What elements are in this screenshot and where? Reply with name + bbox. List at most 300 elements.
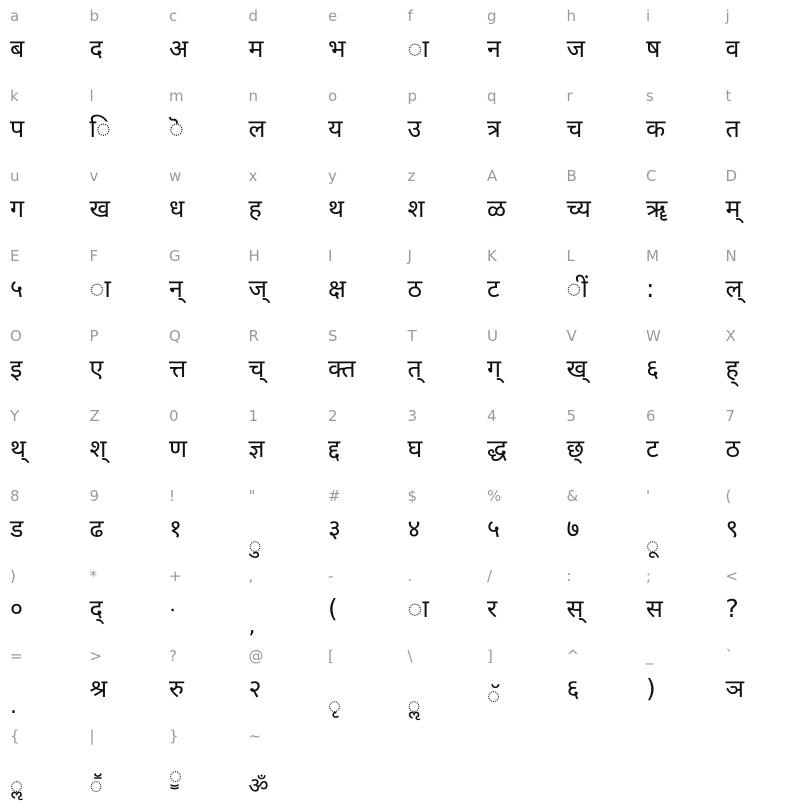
- char-cell[interactable]: [318, 326, 398, 406]
- char-cell[interactable]: [239, 406, 319, 486]
- char-cell[interactable]: [239, 86, 319, 166]
- char-cell[interactable]: [318, 486, 398, 566]
- char-cell[interactable]: [318, 406, 398, 486]
- char-key-label: [646, 726, 716, 748]
- char-cell[interactable]: [477, 86, 557, 166]
- char-cell[interactable]: [636, 646, 716, 726]
- char-key-label: *: [89, 567, 97, 585]
- char-glyph: ३: [328, 514, 342, 543]
- char-cell[interactable]: [318, 566, 398, 646]
- char-glyph: ट: [487, 274, 500, 303]
- char-cell[interactable]: [80, 726, 160, 806]
- char-key-label: ?: [169, 647, 177, 665]
- char-cell[interactable]: [159, 326, 239, 406]
- char-glyph: [328, 748, 398, 794]
- char-key-label: @: [248, 647, 264, 665]
- char-key-label: G: [169, 247, 181, 265]
- char-glyph: च्: [248, 354, 265, 383]
- char-key-label: /: [487, 567, 493, 585]
- char-cell[interactable]: [80, 86, 160, 166]
- char-key-label: 4: [487, 407, 497, 425]
- char-key-label: w: [169, 167, 182, 185]
- char-cell[interactable]: [398, 6, 478, 86]
- char-glyph: [567, 748, 637, 794]
- char-glyph: न्: [169, 274, 183, 303]
- char-key-label: x: [248, 167, 258, 185]
- char-key-label: t: [725, 87, 732, 105]
- char-cell[interactable]: [0, 486, 80, 566]
- char-row: [0, 166, 800, 246]
- char-key-label: ;: [646, 567, 652, 585]
- char-cell[interactable]: [557, 166, 637, 246]
- char-glyph: ?: [725, 594, 739, 623]
- char-key-label: J: [407, 247, 412, 265]
- char-glyph: ॅ: [487, 684, 501, 709]
- char-cell[interactable]: [80, 166, 160, 246]
- char-key-label: s: [646, 87, 654, 105]
- char-glyph: ग्: [487, 354, 502, 383]
- char-glyph: (: [328, 594, 338, 623]
- char-glyph: य: [328, 114, 343, 143]
- char-cell[interactable]: [477, 406, 557, 486]
- char-key-label: ]: [487, 647, 493, 665]
- char-key-label: :: [566, 567, 572, 585]
- char-cell[interactable]: [159, 166, 239, 246]
- char-cell[interactable]: [477, 326, 557, 406]
- char-cell[interactable]: [398, 166, 478, 246]
- char-glyph: च: [566, 114, 583, 143]
- char-key-label: H: [248, 247, 260, 265]
- char-cell[interactable]: [318, 86, 398, 166]
- char-key-label: m: [169, 87, 184, 105]
- char-glyph: ॗ: [169, 764, 183, 789]
- char-key-label: 2: [328, 407, 338, 425]
- char-glyph: द्द: [328, 434, 341, 463]
- char-glyph: न: [487, 34, 501, 63]
- char-key-label: >: [89, 647, 103, 665]
- char-key-label: Z: [89, 407, 100, 425]
- char-cell[interactable]: [80, 486, 160, 566]
- char-cell[interactable]: [398, 486, 478, 566]
- char-glyph: ढ: [89, 514, 104, 543]
- char-cell[interactable]: [716, 726, 796, 806]
- char-cell[interactable]: [477, 646, 557, 726]
- char-cell[interactable]: [716, 6, 796, 86]
- char-key-label: $: [407, 487, 418, 505]
- char-key-label: [726, 726, 796, 748]
- char-key-label: 6: [646, 407, 656, 425]
- char-key-label: |: [89, 727, 95, 745]
- char-key-label: V: [566, 327, 577, 345]
- char-cell[interactable]: [318, 726, 398, 806]
- char-cell[interactable]: [318, 646, 398, 726]
- char-glyph: ६: [646, 354, 660, 383]
- char-key-label: ': [646, 487, 651, 505]
- char-glyph: ल्: [725, 274, 743, 303]
- char-glyph: म: [248, 34, 264, 63]
- char-glyph: उ: [407, 114, 422, 143]
- char-glyph: ग: [10, 194, 25, 223]
- char-glyph: प: [10, 114, 25, 143]
- char-glyph: ॐ: [248, 774, 269, 799]
- char-key-label: +: [169, 567, 182, 585]
- char-key-label: T: [407, 327, 417, 345]
- char-glyph: थ: [328, 194, 344, 223]
- char-glyph: ा: [89, 274, 111, 303]
- char-cell[interactable]: [636, 86, 716, 166]
- char-glyph: त्त: [169, 354, 187, 383]
- char-glyph: ०: [10, 594, 24, 623]
- char-glyph: ह्: [725, 354, 739, 383]
- char-cell[interactable]: [477, 486, 557, 566]
- char-cell[interactable]: [159, 406, 239, 486]
- char-key-label: e: [328, 7, 338, 25]
- char-cell[interactable]: [398, 246, 478, 326]
- char-key-label: U: [487, 327, 498, 345]
- char-glyph: क्त: [328, 354, 356, 383]
- char-cell[interactable]: [636, 166, 716, 246]
- char-key-label: <: [725, 567, 739, 585]
- char-row: [0, 406, 800, 486]
- char-glyph: ड: [10, 514, 24, 543]
- char-cell[interactable]: [557, 326, 637, 406]
- char-cell[interactable]: [80, 6, 160, 86]
- char-key-label: y: [328, 167, 337, 185]
- char-key-label: a: [10, 7, 20, 25]
- char-cell[interactable]: [239, 6, 319, 86]
- char-key-label: S: [328, 327, 338, 345]
- char-cell[interactable]: [239, 326, 319, 406]
- char-row: [0, 326, 800, 406]
- char-glyph: .: [10, 694, 17, 719]
- char-cell[interactable]: [0, 326, 80, 406]
- char-glyph: ञ: [725, 674, 745, 703]
- char-cell[interactable]: [159, 486, 239, 566]
- char-key-label: Y: [10, 407, 20, 425]
- char-cell[interactable]: [159, 6, 239, 86]
- char-glyph: ष: [646, 34, 661, 63]
- char-row: [0, 726, 800, 806]
- char-cell[interactable]: [477, 726, 557, 806]
- char-glyph: ा: [407, 594, 429, 623]
- char-cell[interactable]: [318, 246, 398, 326]
- char-key-label: 3: [407, 407, 418, 425]
- char-glyph: ल: [248, 114, 266, 143]
- char-cell[interactable]: [159, 86, 239, 166]
- char-key-label: E: [10, 247, 20, 265]
- char-glyph: श्: [89, 434, 107, 463]
- char-glyph: ठ: [407, 274, 423, 303]
- char-key-label: %: [487, 487, 502, 505]
- char-key-label: {: [10, 727, 20, 745]
- char-key-label: q: [487, 87, 497, 105]
- char-cell[interactable]: [398, 566, 478, 646]
- char-key-label: F: [89, 247, 99, 265]
- char-glyph: २: [248, 674, 262, 703]
- char-cell[interactable]: [398, 86, 478, 166]
- char-glyph: ख: [89, 194, 110, 223]
- char-glyph: स: [646, 594, 663, 623]
- char-glyph: [487, 748, 557, 794]
- char-cell[interactable]: [80, 326, 160, 406]
- char-cell[interactable]: [80, 406, 160, 486]
- char-cell[interactable]: [80, 646, 160, 726]
- char-key-label: z: [407, 167, 416, 185]
- char-glyph: द्: [89, 594, 103, 623]
- char-glyph: घ: [407, 434, 423, 463]
- char-cell[interactable]: [239, 246, 319, 326]
- char-cell[interactable]: [716, 566, 796, 646]
- char-key-label: L: [566, 247, 575, 265]
- char-cell[interactable]: [716, 246, 796, 326]
- char-key-label: .: [407, 567, 413, 585]
- char-glyph: ु: [248, 534, 262, 559]
- char-cell[interactable]: [716, 646, 796, 726]
- char-key-label: R: [248, 327, 259, 345]
- char-key-label: k: [10, 87, 19, 105]
- char-key-label: ): [10, 567, 16, 585]
- char-key-label: X: [725, 327, 736, 345]
- char-key-label: 9: [89, 487, 100, 505]
- char-glyph: ा: [407, 34, 429, 63]
- char-cell[interactable]: [557, 86, 637, 166]
- char-key-label: d: [248, 7, 259, 25]
- char-row: [0, 86, 800, 166]
- char-key-label: ^: [566, 647, 580, 665]
- char-cell[interactable]: [716, 486, 796, 566]
- char-glyph: ट: [646, 434, 659, 463]
- char-glyph: ॠ: [646, 194, 668, 223]
- char-key-label: 5: [566, 407, 577, 425]
- char-key-label: o: [328, 87, 338, 105]
- char-key-label: `: [725, 647, 733, 665]
- char-glyph: व: [725, 34, 740, 63]
- char-cell[interactable]: [80, 566, 160, 646]
- char-glyph: [408, 748, 478, 794]
- char-glyph: १: [169, 514, 183, 543]
- char-glyph: क्ष: [328, 274, 346, 303]
- char-key-label: 7: [725, 407, 736, 425]
- char-key-label: _: [646, 647, 654, 665]
- char-cell[interactable]: [477, 166, 557, 246]
- char-key-label: [408, 726, 478, 748]
- char-cell[interactable]: [636, 406, 716, 486]
- char-cell[interactable]: [239, 166, 319, 246]
- char-key-label: }: [169, 727, 179, 745]
- char-glyph: ॆ: [169, 114, 184, 143]
- char-glyph: ि: [89, 114, 111, 143]
- char-cell[interactable]: [477, 246, 557, 326]
- char-key-label: [567, 726, 637, 748]
- char-glyph: ीं: [566, 274, 588, 303]
- char-glyph: त: [725, 114, 740, 143]
- char-glyph: ण: [169, 434, 188, 463]
- char-glyph: ,: [248, 614, 256, 639]
- char-key-label: N: [725, 247, 737, 265]
- char-glyph: ए: [89, 354, 104, 383]
- char-cell[interactable]: [0, 246, 80, 326]
- char-key-label: p: [407, 87, 418, 105]
- char-key-label: h: [566, 7, 577, 25]
- char-key-label: &: [566, 487, 579, 505]
- char-glyph: श: [407, 194, 425, 223]
- char-cell[interactable]: [0, 646, 80, 726]
- char-cell[interactable]: [398, 326, 478, 406]
- char-cell[interactable]: [159, 566, 239, 646]
- char-key-label: ~: [248, 727, 262, 745]
- char-glyph: श्र: [89, 674, 108, 703]
- char-cell[interactable]: [239, 646, 319, 726]
- char-key-label: ,: [248, 567, 254, 585]
- char-key-label: b: [89, 7, 100, 25]
- char-key-label: 8: [10, 487, 20, 505]
- char-cell[interactable]: [716, 166, 796, 246]
- char-glyph: रु: [169, 674, 184, 703]
- char-key-label: u: [10, 167, 20, 185]
- char-key-label: [: [328, 647, 334, 665]
- char-row: [0, 646, 800, 726]
- char-key-label: (: [725, 487, 732, 505]
- char-cell[interactable]: [80, 246, 160, 326]
- char-cell[interactable]: [636, 566, 716, 646]
- char-key-label: W: [646, 327, 661, 345]
- char-cell[interactable]: [636, 726, 716, 806]
- char-cell[interactable]: [318, 6, 398, 86]
- char-cell[interactable]: [716, 86, 796, 166]
- char-cell[interactable]: [0, 6, 80, 86]
- char-glyph: ज: [566, 34, 586, 63]
- char-glyph: भ: [328, 34, 346, 63]
- char-key-label: !: [169, 487, 176, 505]
- char-cell[interactable]: [239, 726, 319, 806]
- char-glyph: ५: [10, 274, 24, 303]
- char-cell[interactable]: [477, 6, 557, 86]
- char-glyph: :: [646, 274, 655, 303]
- char-glyph: स्: [566, 594, 584, 623]
- char-cell[interactable]: [159, 726, 239, 806]
- char-key-label: B: [566, 167, 577, 185]
- char-cell[interactable]: [159, 646, 239, 726]
- char-key-label: I: [328, 247, 333, 265]
- char-cell[interactable]: [0, 566, 80, 646]
- char-key-label: Q: [169, 327, 181, 345]
- char-cell[interactable]: [0, 406, 80, 486]
- char-glyph: ७: [566, 514, 580, 543]
- char-cell[interactable]: [557, 246, 637, 326]
- char-glyph: द्ध: [487, 434, 507, 463]
- char-glyph: क: [646, 114, 666, 143]
- char-glyph: ह: [248, 194, 262, 223]
- char-glyph: त्: [407, 354, 422, 383]
- char-row: [0, 6, 800, 86]
- char-row: [0, 246, 800, 326]
- char-key-label: M: [646, 247, 659, 265]
- char-key-label: f: [407, 7, 413, 25]
- char-glyph: ृ: [328, 694, 342, 719]
- char-glyph: छ्: [566, 434, 585, 463]
- char-glyph: ू: [646, 534, 660, 559]
- char-glyph: ज्ञ: [248, 434, 265, 463]
- char-key-label: P: [89, 327, 99, 345]
- char-glyph: द: [89, 34, 103, 63]
- char-row: [0, 486, 800, 566]
- char-cell[interactable]: [0, 86, 80, 166]
- char-glyph: [726, 748, 796, 794]
- char-glyph: त्र: [487, 114, 501, 143]
- char-glyph: म्: [725, 194, 741, 223]
- char-key-label: r: [566, 87, 573, 105]
- char-cell[interactable]: [716, 406, 796, 486]
- char-cell[interactable]: [239, 486, 319, 566]
- char-cell[interactable]: [636, 6, 716, 86]
- char-key-label: 1: [248, 407, 259, 425]
- char-cell[interactable]: [557, 646, 637, 726]
- char-key-label: [328, 726, 398, 748]
- char-cell[interactable]: [636, 486, 716, 566]
- char-glyph: ५: [487, 514, 501, 543]
- char-glyph: इ: [10, 354, 23, 383]
- char-glyph: ज्: [248, 274, 268, 303]
- char-key-label: =: [10, 647, 23, 665]
- char-cell[interactable]: [557, 486, 637, 566]
- char-key-label: i: [646, 7, 651, 25]
- char-cell[interactable]: [398, 726, 478, 806]
- char-glyph: ठ: [725, 434, 741, 463]
- char-cell[interactable]: [557, 566, 637, 646]
- char-cell[interactable]: [239, 566, 319, 646]
- char-glyph: ध: [169, 194, 185, 223]
- char-key-label: -: [328, 567, 334, 585]
- char-glyph: ): [646, 674, 656, 703]
- char-cell[interactable]: [636, 246, 716, 326]
- char-glyph: ब: [10, 34, 25, 63]
- char-key-label: n: [248, 87, 259, 105]
- char-key-label: [487, 726, 557, 748]
- char-cell[interactable]: [398, 406, 478, 486]
- char-glyph: ४: [407, 514, 421, 543]
- char-cell[interactable]: [557, 6, 637, 86]
- char-cell[interactable]: [636, 326, 716, 406]
- char-glyph: ॢ: [10, 774, 24, 799]
- char-glyph: [646, 748, 716, 794]
- char-key-label: c: [169, 7, 178, 25]
- char-glyph: ॢ: [407, 694, 421, 719]
- char-key-label: O: [10, 327, 22, 345]
- char-cell[interactable]: [716, 326, 796, 406]
- char-cell[interactable]: [159, 246, 239, 326]
- char-cell[interactable]: [557, 406, 637, 486]
- char-key-label: l: [89, 87, 94, 105]
- char-key-label: \: [407, 647, 413, 665]
- char-key-label: ": [248, 487, 256, 505]
- char-glyph: ख्: [566, 354, 587, 383]
- char-glyph: र: [487, 594, 498, 623]
- char-key-label: j: [725, 7, 730, 25]
- char-cell[interactable]: [318, 166, 398, 246]
- char-cell[interactable]: [0, 726, 80, 806]
- char-cell[interactable]: [557, 726, 637, 806]
- char-key-label: A: [487, 167, 498, 185]
- char-cell[interactable]: [0, 166, 80, 246]
- char-cell[interactable]: [477, 566, 557, 646]
- char-cell[interactable]: [398, 646, 478, 726]
- char-glyph: ळ: [487, 194, 507, 223]
- char-glyph: च्य: [566, 194, 591, 223]
- char-key-label: C: [646, 167, 657, 185]
- char-key-label: D: [725, 167, 738, 185]
- char-key-label: 0: [169, 407, 179, 425]
- char-key-label: g: [487, 7, 497, 25]
